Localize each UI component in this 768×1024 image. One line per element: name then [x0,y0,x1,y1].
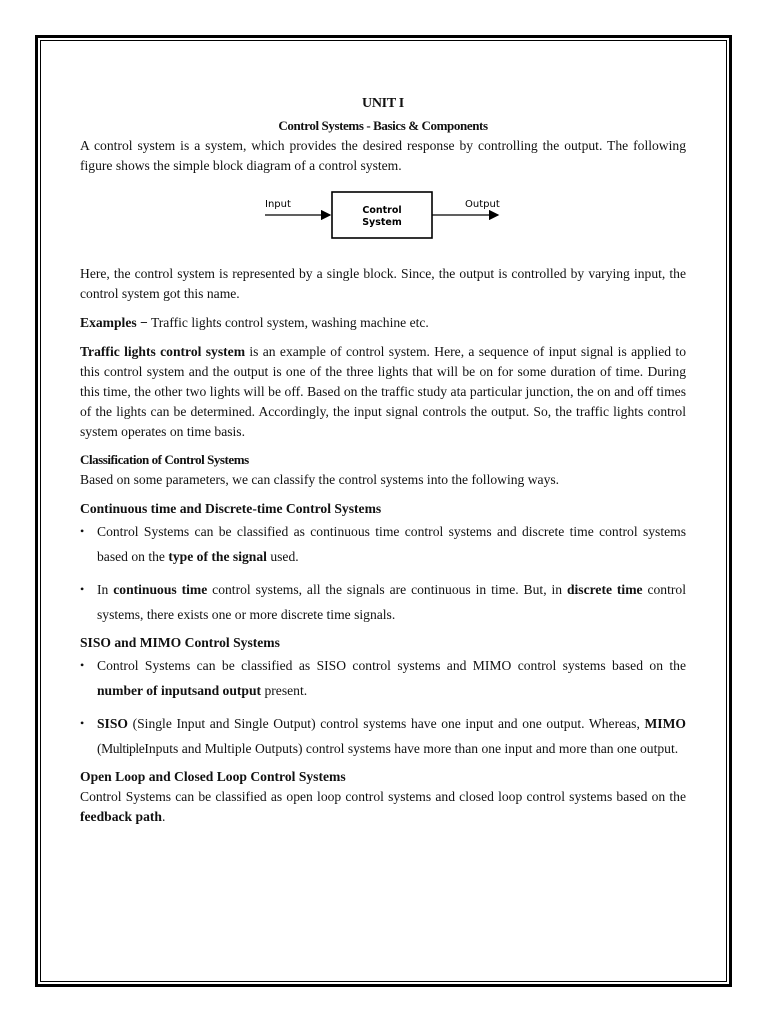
siso-b2-end: Inputs and Multiple Outputs) control systems have more than one input and more than one output. [144,741,679,756]
list-item [80,711,686,761]
continuous-b2-bold2: discrete time [566,582,643,597]
continuous-b1-text: Control Systems can be classified as continuous time control systems and discrete time control systems based on the [97,524,686,564]
examples-label: Examples − [80,315,148,330]
siso-heading: SISO and MIMO Control Systems [80,635,280,650]
list-item [80,577,686,627]
siso-b1-text: Control Systems can be classified as SISO control systems and MIMO control systems based on the [97,658,686,673]
output-label: Output [465,199,500,210]
classification-text: Based on some parameters, we can classify the control systems into the following ways. [80,472,560,487]
siso-b1-end: present. [261,683,308,698]
examples-paragraph [80,313,686,333]
here-paragraph: Here, the control system is represented by a single block. Since, the output is controlled by varying input, the control system got this name. [80,266,686,301]
openloop-bold: feedback path [80,809,162,824]
block-diagram [80,180,686,264]
openloop-heading: Open Loop and Closed Loop Control Systems [80,769,346,784]
continuous-b2-bold1: continuous time [113,582,208,597]
block-label-line2: System [362,217,402,228]
openloop-text: Control Systems can be classified as open loop control systems and closed loop control systems based on the [80,789,686,804]
continuous-b1-end: used. [266,549,299,564]
siso-b2-cond: (Multiple [97,741,145,756]
openloop-paragraph [80,787,686,827]
examples-text: Traffic lights control system, washing machine etc. [147,315,429,330]
classification-heading: Classification of Control Systems [80,452,249,467]
siso-b1-bold: number of inputsand output [97,683,262,698]
block-label-line1: Control [362,205,402,216]
continuous-b2-end: control systems, there exists one or more discrete time signals. [97,582,686,622]
traffic-text: is an example of control system. Here, a sequence of input signal is applied to this control system and the output is one of the three lights that will be on for some duration of time. During this time, the other two lights will be off. Based on the traffic study ata particular junction, the on and off times of the lights can be determined. Accordingly, the input signal controls the output. So, the traffic lights control system operates on time basis. [80,344,686,439]
intro-paragraph: A control system is a system, which provides the desired response by controlling the output. The following figure shows the simple block diagram of a control system. [80,138,686,173]
continuous-b2-text: In [97,582,114,597]
unit-title: UNIT I [362,96,404,111]
continuous-heading: Continuous time and Discrete-time Control Systems [80,501,382,516]
siso-b2-text: (Single Input and Single Output) control systems have one input and one output. Whereas, [127,716,645,731]
traffic-bold: Traffic lights control system [80,344,246,359]
continuous-b1-bold: type of the signal [168,549,267,564]
continuous-b2-mid: control systems, all the signals are continuous in time. But, in [207,582,567,597]
siso-list [80,653,686,761]
traffic-paragraph [80,342,686,442]
list-item [80,519,686,569]
document-body [80,94,686,827]
list-item [80,653,686,703]
unit-subtitle: Control Systems - Basics & Components [278,118,488,133]
siso-b2-bold1: SISO [97,716,128,731]
siso-b2-bold2: MIMO [644,716,686,731]
continuous-list [80,519,686,627]
input-label: Input [265,199,291,210]
block-diagram-svg [260,188,500,250]
openloop-end: . [161,809,166,824]
